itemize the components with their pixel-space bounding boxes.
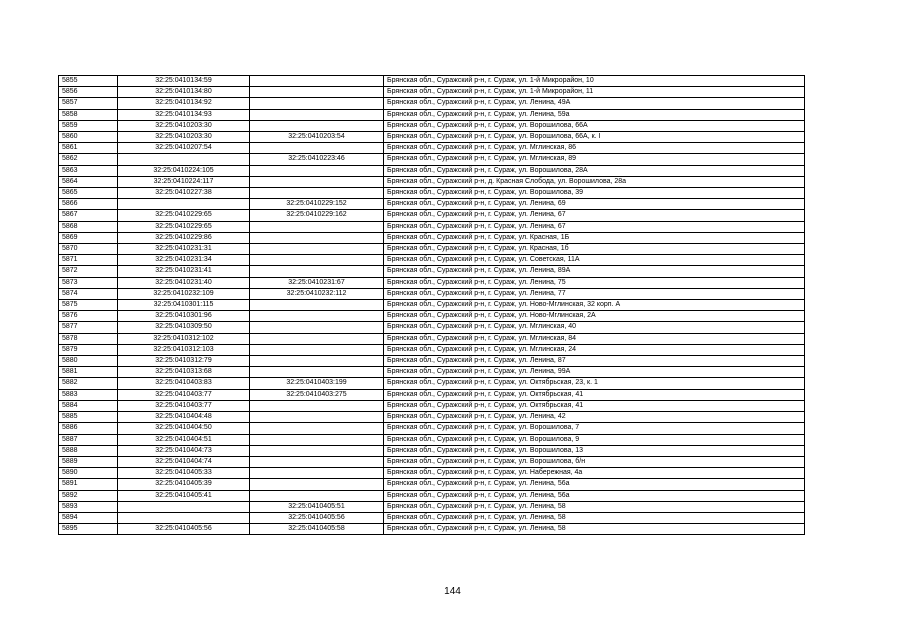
cell-cadastral-number: 32:25:0410134:93: [118, 109, 250, 120]
cell-cadastral-number: 32:25:0410231:34: [118, 255, 250, 266]
cell-cadastral-number-2: [250, 109, 384, 120]
table-row: [59, 389, 805, 400]
cell-cadastral-number-2: [250, 188, 384, 199]
table-row: [59, 210, 805, 221]
cell-address: Брянская обл., Суражский р-н, г. Сураж, ул. Ново-Мглинская, 32 корп. А: [384, 300, 805, 311]
table-row: [59, 333, 805, 344]
cell-address: Брянская обл., Суражский р-н, г. Сураж, ул. Ворошилова, 66А: [384, 120, 805, 131]
table-row: [59, 400, 805, 411]
cell-cadastral-number-2: [250, 479, 384, 490]
cell-cadastral-number-2: 32:25:0410223:46: [250, 154, 384, 165]
cell-cadastral-number-2: 32:25:0410405:58: [250, 524, 384, 535]
cell-cadastral-number-2: [250, 423, 384, 434]
cell-cadastral-number-2: [250, 412, 384, 423]
cell-cadastral-number: 32:25:0410403:83: [118, 378, 250, 389]
table-row: [59, 468, 805, 479]
cell-cadastral-number-2: [250, 87, 384, 98]
cell-row-number: 5895: [59, 524, 118, 535]
cell-cadastral-number-2: [250, 333, 384, 344]
cell-row-number: 5863: [59, 165, 118, 176]
cell-row-number: 5860: [59, 132, 118, 143]
table-row: [59, 255, 805, 266]
cell-address: Брянская обл., Суражский р-н, г. Сураж, ул. Ленина, 56а: [384, 479, 805, 490]
cell-address: Брянская обл., Суражский р-н, г. Сураж, ул. Ленина, 49А: [384, 98, 805, 109]
cell-cadastral-number-2: [250, 400, 384, 411]
cell-cadastral-number-2: 32:25:0410405:51: [250, 501, 384, 512]
table-row: [59, 143, 805, 154]
cell-row-number: 5856: [59, 87, 118, 98]
cell-cadastral-number-2: 32:25:0410403:275: [250, 389, 384, 400]
table-row: [59, 244, 805, 255]
cell-row-number: 5876: [59, 311, 118, 322]
cell-cadastral-number: 32:25:0410403:77: [118, 400, 250, 411]
registry-table: [58, 75, 805, 535]
table-row: [59, 512, 805, 523]
cell-cadastral-number: 32:25:0410231:40: [118, 277, 250, 288]
cell-row-number: 5889: [59, 456, 118, 467]
cell-address: Брянская обл., Суражский р-н, г. Сураж, ул. Ленина, 56а: [384, 490, 805, 501]
cell-cadastral-number-2: [250, 98, 384, 109]
cell-row-number: 5862: [59, 154, 118, 165]
cell-cadastral-number: 32:25:0410207:54: [118, 143, 250, 154]
table-row: [59, 120, 805, 131]
cell-cadastral-number: 32:25:0410312:103: [118, 344, 250, 355]
cell-address: Брянская обл., Суражский р-н, г. Сураж, ул. Ново-Мглинская, 2А: [384, 311, 805, 322]
cell-row-number: 5883: [59, 389, 118, 400]
cell-cadastral-number: [118, 154, 250, 165]
cell-cadastral-number: 32:25:0410301:115: [118, 300, 250, 311]
cell-cadastral-number-2: 32:25:0410405:56: [250, 512, 384, 523]
cell-cadastral-number-2: [250, 221, 384, 232]
cell-cadastral-number-2: 32:25:0410231:67: [250, 277, 384, 288]
cell-address: Брянская обл., Суражский р-н, г. Сураж, ул. 1-й Микрорайон, 11: [384, 87, 805, 98]
cell-cadastral-number: 32:25:0410404:50: [118, 423, 250, 434]
cell-address: Брянская обл., Суражский р-н, г. Сураж, ул. Ленина, 58: [384, 512, 805, 523]
cell-cadastral-number: [118, 199, 250, 210]
cell-cadastral-number-2: [250, 176, 384, 187]
cell-cadastral-number: 32:25:0410312:102: [118, 333, 250, 344]
cell-row-number: 5894: [59, 512, 118, 523]
cell-address: Брянская обл., Суражский р-н, г. Сураж, ул. Мглинская, 86: [384, 143, 805, 154]
table-row: [59, 322, 805, 333]
cell-address: Брянская обл., Суражский р-н, г. Сураж, ул. Ленина, 77: [384, 288, 805, 299]
cell-cadastral-number: 32:25:0410405:33: [118, 468, 250, 479]
cell-cadastral-number: 32:25:0410229:65: [118, 221, 250, 232]
cell-address: Брянская обл., Суражский р-н, г. Сураж, ул. Ленина, 89А: [384, 266, 805, 277]
table-row: [59, 188, 805, 199]
cell-cadastral-number: 32:25:0410301:96: [118, 311, 250, 322]
cell-row-number: 5861: [59, 143, 118, 154]
cell-cadastral-number: 32:25:0410231:41: [118, 266, 250, 277]
cell-cadastral-number-2: [250, 445, 384, 456]
cell-cadastral-number: 32:25:0410405:41: [118, 490, 250, 501]
cell-cadastral-number-2: [250, 120, 384, 131]
cell-row-number: 5872: [59, 266, 118, 277]
cell-cadastral-number: 32:25:0410232:109: [118, 288, 250, 299]
cell-address: Брянская обл., Суражский р-н, г. Сураж, ул. Ленина, 59а: [384, 109, 805, 120]
cell-cadastral-number-2: 32:25:0410232:112: [250, 288, 384, 299]
cell-cadastral-number-2: [250, 76, 384, 87]
table-row: [59, 524, 805, 535]
cell-cadastral-number-2: [250, 165, 384, 176]
cell-row-number: 5892: [59, 490, 118, 501]
table-row: [59, 98, 805, 109]
cell-address: Брянская обл., Суражский р-н, г. Сураж, ул. Ленина, 75: [384, 277, 805, 288]
cell-cadastral-number-2: [250, 367, 384, 378]
cell-row-number: 5859: [59, 120, 118, 131]
table-row: [59, 132, 805, 143]
cell-address: Брянская обл., Суражский р-н, г. Сураж, ул. Мглинская, 24: [384, 344, 805, 355]
cell-row-number: 5867: [59, 210, 118, 221]
cell-address: Брянская обл., Суражский р-н, г. Сураж, ул. Ленина, 87: [384, 356, 805, 367]
cell-row-number: 5887: [59, 434, 118, 445]
cell-cadastral-number: 32:25:0410203:30: [118, 120, 250, 131]
registry-table-body: [59, 76, 805, 535]
cell-address: Брянская обл., Суражский р-н, г. Сураж, ул. Ворошилова, 9: [384, 434, 805, 445]
cell-address: Брянская обл., Суражский р-н, г. Сураж, ул. Красная, 1Б: [384, 232, 805, 243]
cell-cadastral-number-2: [250, 232, 384, 243]
cell-cadastral-number-2: 32:25:0410403:199: [250, 378, 384, 389]
cell-cadastral-number: 32:25:0410227:38: [118, 188, 250, 199]
cell-cadastral-number: 32:25:0410229:86: [118, 232, 250, 243]
page-number: 144: [444, 586, 461, 597]
table-row: [59, 221, 805, 232]
cell-address: Брянская обл., Суражский р-н, г. Сураж, ул. Ленина, 58: [384, 501, 805, 512]
cell-row-number: 5858: [59, 109, 118, 120]
cell-address: Брянская обл., Суражский р-н, г. Сураж, ул. Ворошилова, 39: [384, 188, 805, 199]
cell-row-number: 5878: [59, 333, 118, 344]
cell-cadastral-number: 32:25:0410404:73: [118, 445, 250, 456]
table-row: [59, 412, 805, 423]
cell-row-number: 5881: [59, 367, 118, 378]
cell-address: Брянская обл., Суражский р-н, г. Сураж, ул. Набережная, 4а: [384, 468, 805, 479]
table-row: [59, 109, 805, 120]
table-row: [59, 154, 805, 165]
table-row: [59, 266, 805, 277]
cell-cadastral-number-2: [250, 300, 384, 311]
cell-row-number: 5879: [59, 344, 118, 355]
cell-row-number: 5884: [59, 400, 118, 411]
cell-cadastral-number: 32:25:0410309:50: [118, 322, 250, 333]
cell-address: Брянская обл., Суражский р-н, г. Сураж, ул. Ленина, 42: [384, 412, 805, 423]
cell-cadastral-number: 32:25:0410229:65: [118, 210, 250, 221]
cell-cadastral-number: 32:25:0410224:117: [118, 176, 250, 187]
cell-row-number: 5866: [59, 199, 118, 210]
cell-cadastral-number: 32:25:0410224:105: [118, 165, 250, 176]
cell-address: Брянская обл., Суражский р-н, г. Сураж, ул. Мглинская, 89: [384, 154, 805, 165]
cell-row-number: 5888: [59, 445, 118, 456]
cell-cadastral-number: 32:25:0410313:68: [118, 367, 250, 378]
cell-row-number: 5893: [59, 501, 118, 512]
cell-cadastral-number-2: 32:25:0410229:162: [250, 210, 384, 221]
cell-cadastral-number: 32:25:0410404:48: [118, 412, 250, 423]
cell-cadastral-number-2: [250, 322, 384, 333]
cell-address: Брянская обл., Суражский р-н, г. Сураж, ул. Ленина, 58: [384, 524, 805, 535]
cell-address: Брянская обл., Суражский р-н, г. Сураж, ул. Октябрьская, 23, к. 1: [384, 378, 805, 389]
cell-cadastral-number: 32:25:0410312:79: [118, 356, 250, 367]
cell-cadastral-number: 32:25:0410134:59: [118, 76, 250, 87]
cell-cadastral-number-2: [250, 244, 384, 255]
cell-address: Брянская обл., Суражский р-н, г. Сураж, ул. 1-й Микрорайон, 10: [384, 76, 805, 87]
cell-address: Брянская обл., Суражский р-н, г. Сураж, ул. Ленина, 69: [384, 199, 805, 210]
cell-row-number: 5880: [59, 356, 118, 367]
table-row: [59, 479, 805, 490]
table-row: [59, 76, 805, 87]
cell-cadastral-number: 32:25:0410134:92: [118, 98, 250, 109]
cell-address: Брянская обл., Суражский р-н, г. Сураж, ул. Октябрьская, 41: [384, 400, 805, 411]
table-row: [59, 490, 805, 501]
cell-cadastral-number: 32:25:0410405:56: [118, 524, 250, 535]
table-row: [59, 199, 805, 210]
cell-row-number: 5874: [59, 288, 118, 299]
cell-cadastral-number-2: 32:25:0410203:54: [250, 132, 384, 143]
cell-address: Брянская обл., Суражский р-н, г. Сураж, ул. Мглинская, 40: [384, 322, 805, 333]
cell-cadastral-number: 32:25:0410231:31: [118, 244, 250, 255]
cell-address: Брянская обл., Суражский р-н, г. Сураж, ул. Советская, 11А: [384, 255, 805, 266]
cell-row-number: 5890: [59, 468, 118, 479]
table-row: [59, 434, 805, 445]
cell-cadastral-number-2: [250, 344, 384, 355]
cell-address: Брянская обл., Суражский р-н, г. Сураж, ул. Ворошилова, 28А: [384, 165, 805, 176]
cell-address: Брянская обл., Суражский р-н, г. Сураж, ул. Ворошилова, 13: [384, 445, 805, 456]
cell-cadastral-number-2: [250, 266, 384, 277]
cell-row-number: 5864: [59, 176, 118, 187]
cell-cadastral-number-2: [250, 434, 384, 445]
cell-row-number: 5869: [59, 232, 118, 243]
table-row: [59, 344, 805, 355]
cell-cadastral-number: [118, 512, 250, 523]
cell-cadastral-number-2: [250, 311, 384, 322]
cell-cadastral-number: [118, 501, 250, 512]
table-row: [59, 232, 805, 243]
cell-row-number: 5877: [59, 322, 118, 333]
cell-cadastral-number: 32:25:0410403:77: [118, 389, 250, 400]
cell-row-number: 5870: [59, 244, 118, 255]
cell-address: Брянская обл., Суражский р-н, г. Сураж, ул. Красная, 1б: [384, 244, 805, 255]
table-row: [59, 288, 805, 299]
cell-address: Брянская обл., Суражский р-н, г. Сураж, ул. Ленина, 99А: [384, 367, 805, 378]
cell-address: Брянская обл., Суражский р-н, г. Сураж, ул. Ворошилова, б/н: [384, 456, 805, 467]
cell-cadastral-number-2: [250, 456, 384, 467]
cell-address: Брянская обл., Суражский р-н, г. Сураж, ул. Октябрьская, 41: [384, 389, 805, 400]
cell-row-number: 5882: [59, 378, 118, 389]
cell-row-number: 5873: [59, 277, 118, 288]
cell-row-number: 5855: [59, 76, 118, 87]
table-row: [59, 456, 805, 467]
table-row: [59, 445, 805, 456]
cell-address: Брянская обл., Суражский р-н, г. Сураж, ул. Ленина, 67: [384, 210, 805, 221]
table-row: [59, 87, 805, 98]
cell-row-number: 5857: [59, 98, 118, 109]
cell-address: Брянская обл., Суражский р-н, г. Сураж, ул. Ворошилова, 66А, к. I: [384, 132, 805, 143]
table-row: [59, 367, 805, 378]
cell-address: Брянская обл., Суражский р-н, г. Сураж, ул. Мглинская, 84: [384, 333, 805, 344]
cell-cadastral-number-2: [250, 143, 384, 154]
cell-cadastral-number: 32:25:0410134:80: [118, 87, 250, 98]
cell-cadastral-number: 32:25:0410203:30: [118, 132, 250, 143]
cell-address: Брянская обл., Суражский р-н, д. Красная Слобода, ул. Ворошилова, 28а: [384, 176, 805, 187]
cell-row-number: 5885: [59, 412, 118, 423]
cell-row-number: 5871: [59, 255, 118, 266]
table-row: [59, 311, 805, 322]
table-row: [59, 423, 805, 434]
cell-cadastral-number-2: 32:25:0410229:152: [250, 199, 384, 210]
table-row: [59, 356, 805, 367]
cell-address: Брянская обл., Суражский р-н, г. Сураж, ул. Ворошилова, 7: [384, 423, 805, 434]
cell-row-number: 5865: [59, 188, 118, 199]
cell-row-number: 5891: [59, 479, 118, 490]
cell-row-number: 5868: [59, 221, 118, 232]
cell-cadastral-number: 32:25:0410404:51: [118, 434, 250, 445]
cell-address: Брянская обл., Суражский р-н, г. Сураж, ул. Ленина, 67: [384, 221, 805, 232]
table-row: [59, 176, 805, 187]
cell-cadastral-number-2: [250, 356, 384, 367]
table-row: [59, 165, 805, 176]
cell-cadastral-number-2: [250, 468, 384, 479]
cell-cadastral-number-2: [250, 490, 384, 501]
table-row: [59, 501, 805, 512]
cell-row-number: 5875: [59, 300, 118, 311]
cell-cadastral-number: 32:25:0410404:74: [118, 456, 250, 467]
table-row: [59, 378, 805, 389]
table-row: [59, 300, 805, 311]
table-row: [59, 277, 805, 288]
cell-row-number: 5886: [59, 423, 118, 434]
cell-cadastral-number-2: [250, 255, 384, 266]
cell-cadastral-number: 32:25:0410405:39: [118, 479, 250, 490]
